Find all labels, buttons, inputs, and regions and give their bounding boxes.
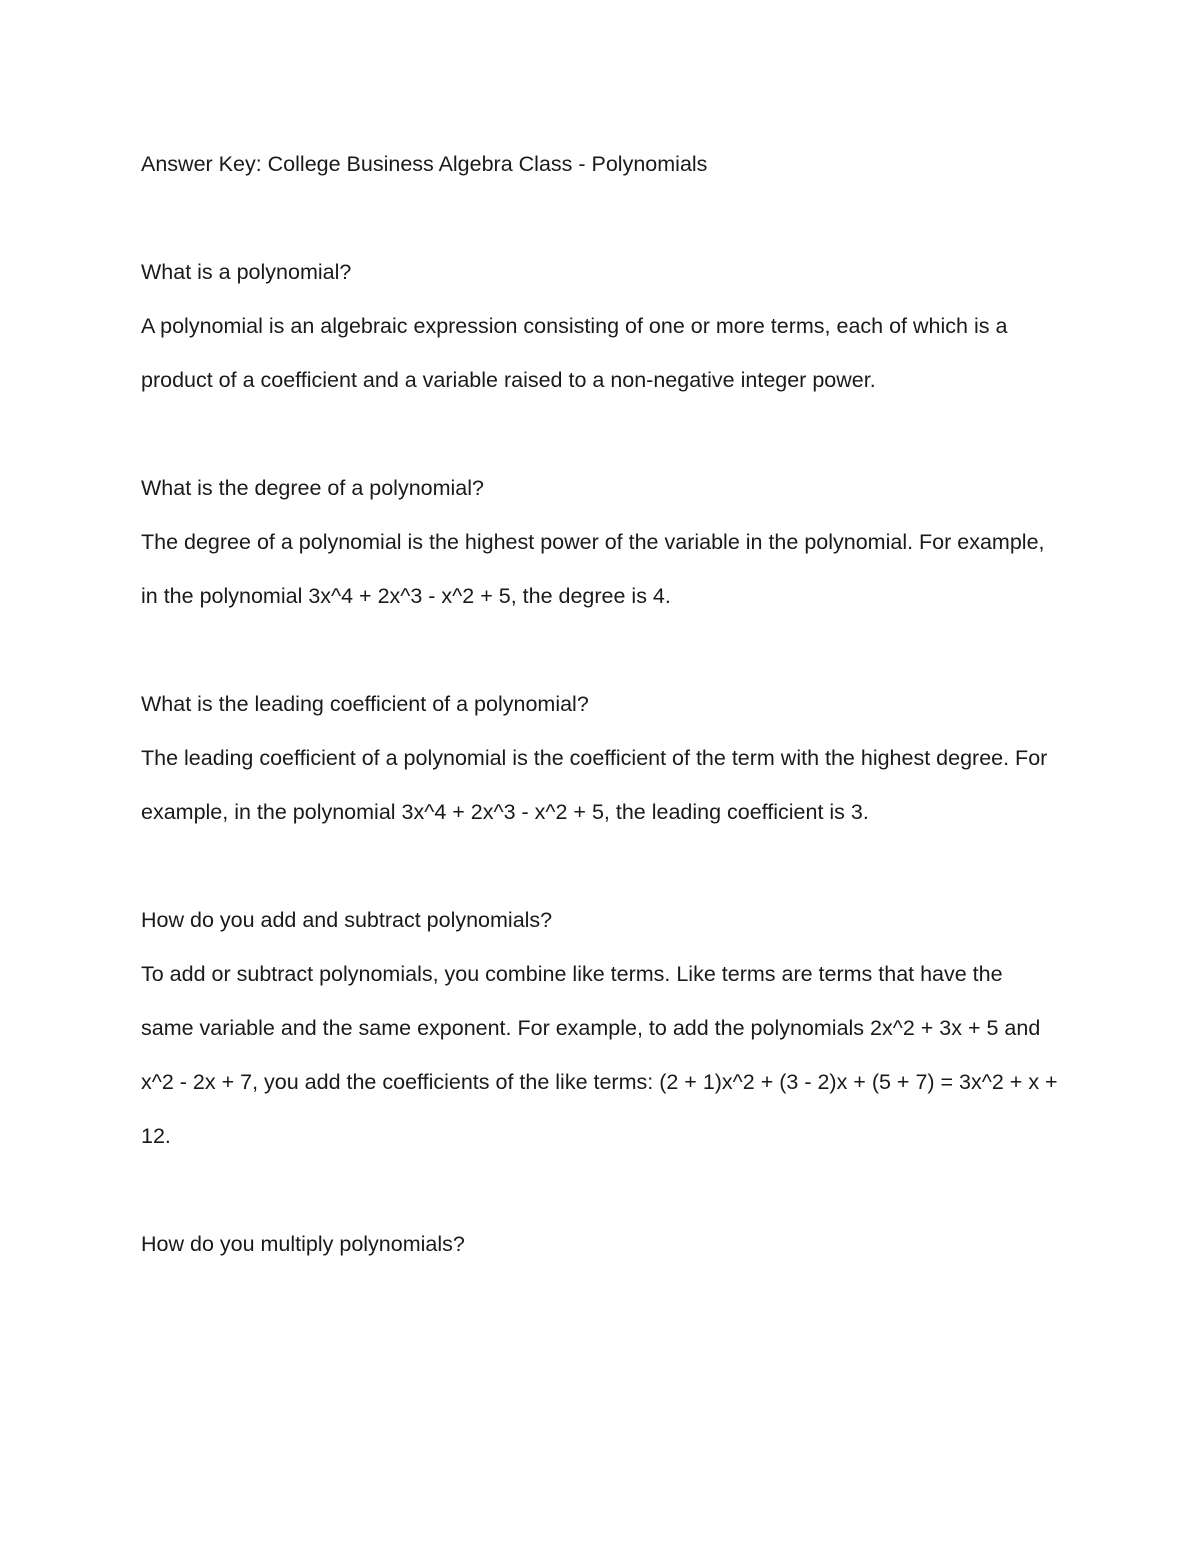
answer-3: The leading coefficient of a polynomial is the coefficient of the term with the highest degree. For example, in the polynomial 3x^4 + 2x^3 - x^2 + 5, the leading coefficient is 3. <box>141 746 1048 824</box>
answer-4: To add or subtract polynomials, you combine like terms. Like terms are terms that have the same variable and the same exponent. For example, to add the polynomials 2x^2 + 3x + 5 and x^2 - 2x + 7, you add the coefficients of the like terms: (2 + 1)x^2 + (3 - 2)x + (5 + 7) = 3x^2 + x + 12. <box>141 962 1058 1148</box>
question-4: How do you add and subtract polynomials? <box>141 908 553 932</box>
question-1: What is a polynomial? <box>141 260 352 284</box>
question-5: How do you multiply polynomials? <box>141 1232 465 1256</box>
answer-1: A polynomial is an algebraic expression consisting of one or more terms, each of which is a product of a coefficient and a variable raised to a non-negative integer power. <box>141 314 1008 392</box>
question-2: What is the degree of a polynomial? <box>141 476 485 500</box>
answer-2: The degree of a polynomial is the highest power of the variable in the polynomial. For example, in the polynomial 3x^4 + 2x^3 - x^2 + 5, the degree is 4. <box>141 530 1045 608</box>
question-3: What is the leading coefficient of a polynomial? <box>141 692 589 716</box>
document-body <box>141 137 1061 1271</box>
document-title: Answer Key: College Business Algebra Class - Polynomials <box>141 152 708 176</box>
